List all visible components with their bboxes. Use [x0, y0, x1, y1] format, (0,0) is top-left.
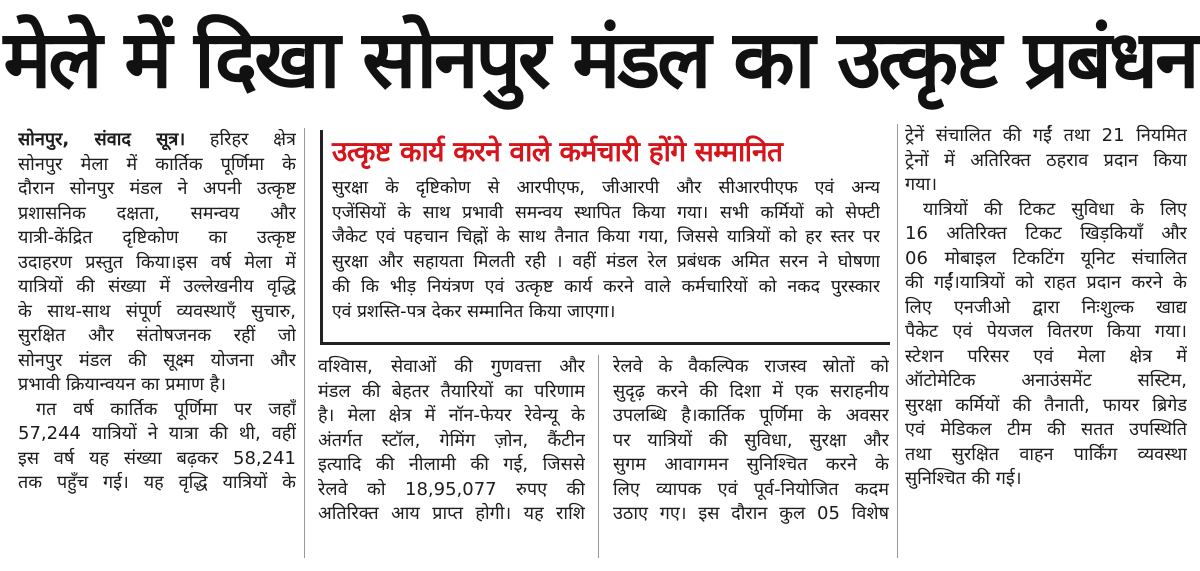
text-line: सुगम आवागमन सुनिश्चित करने के [613, 454, 889, 475]
text-line: यात्रियों की संख्या में उल्लेखनीय वृद्धि [18, 276, 296, 297]
box-body [332, 176, 880, 324]
text-line: अंतर्गत स्टॉल, गेमिंग ज़ोन, कैंटीन [318, 429, 585, 451]
text-line: सोनपुर मेला में कार्तिक पूर्णिमा के [18, 153, 296, 175]
column-divider [304, 128, 305, 558]
text-line: सोनपुर मंडल की सूक्ष्म योजना और [18, 349, 296, 371]
text-line: सुरक्षित और संतोषजनक रहीं जो [18, 325, 296, 346]
text-line: लिए व्यापक एवं पूर्व-नियोजित कदम [613, 478, 889, 500]
text-line: अतिरिक्त आय प्राप्त होगी। यह राशि [318, 503, 585, 524]
text-line: गत वर्ष कार्तिक पूर्णिमा पर जहाँ [36, 398, 296, 420]
text-line: यात्री-केंद्रित दृष्टिकोण का उत्कृष्ट [18, 227, 296, 248]
text-line: तक पहुँच गई। यह वृद्धि यात्रियों के [18, 472, 296, 493]
text-fragment: हरिहर क्षेत्र [209, 129, 296, 150]
right-column [905, 124, 1187, 492]
text-line: उपलब्धि है।कार्तिक पूर्णिमा के अवसर [613, 405, 889, 426]
text-line: गया। [905, 174, 938, 195]
text-line: सुरक्षा और सहायता मिलती रही । वहीं मंडल रेल प्रबंधक अमित सरन ने घोषणा [332, 252, 880, 273]
box-border-left [320, 130, 323, 345]
text-line: पर यात्रियों की सुविधा, सुरक्षा और [613, 429, 889, 451]
text-line: प्रभावी क्रियान्वयन का प्रमाण है। [18, 374, 227, 395]
text-line: 06 मोबाइल टिकटिंग यूनिट संचालित [905, 247, 1187, 269]
column-divider [598, 355, 599, 558]
text-line: प्रशासनिक दक्षता, समन्वय और [18, 202, 296, 224]
text-line: सुनिश्चित की गई। [905, 468, 1022, 489]
text-line: लिए एनजीओ द्वारा निःशुल्क खाद्य [905, 296, 1187, 318]
text-line: वश्विास, सेवाओं की गुणवत्ता और [318, 356, 585, 377]
text-line: रेलवे को 18,95,077 रुपए की [318, 478, 585, 500]
text-line: सुरक्षा के दृष्टिकोण से आरपीएफ, जीआरपी और सीआरपीएफ एवं अन्य [332, 178, 880, 198]
text-line: एवं प्रशस्ति-पत्र देकर सम्मानित किया जाएगा। [332, 301, 616, 322]
text-line: उदाहरण प्रस्तुत किया।इस वर्ष मेला में [18, 251, 296, 273]
left-column [18, 128, 296, 496]
text-line: की कि भीड़ नियंत्रण एवं उत्कृष्ट कार्य करने वाले कर्मचारियों को नकद पुरस्कार [332, 276, 880, 297]
text-line: रेलवे के वैकल्पिक राजस्व स्रोतों को [613, 356, 889, 377]
column-divider [897, 124, 898, 558]
mid-column-1 [318, 355, 585, 527]
text-line: जैकेट एवं पहचान चिह्नों के साथ तैनात किया गया, जिससे यात्रियों को हर स्तर पर [332, 227, 880, 248]
text-line: यात्रियों की टिकट सुविधा के लिए [923, 198, 1187, 220]
highlight-box [320, 130, 890, 345]
text-line: मंडल की बेहतर तैयारियों का परिणाम [318, 380, 585, 402]
text-line [18, 128, 296, 153]
text-line: सुदृढ़ करने की दिशा में एक सराहनीय [613, 380, 889, 402]
text-line: 16 अतिरिक्त टिकट खिड़कियाँ और [905, 223, 1187, 244]
text-line: के साथ-साथ संपूर्ण व्यवस्थाएँ सुचारु, [18, 300, 296, 322]
text-line: एवं मेडिकल टीम की सतत उपस्थिति [905, 419, 1187, 440]
text-line: ट्रेनों में अतिरिक्त ठहराव प्रदान किया [905, 149, 1187, 171]
text-line: उठाए गए। इस दौरान कुल 05 विशेष [613, 503, 889, 524]
text-line: पैकेट एवं पेयजल वितरण किया गया। [905, 321, 1187, 342]
byline: सोनपुर, संवाद सूत्र। [18, 129, 186, 150]
text-line: की गईं।यात्रियों को राहत प्रदान करने के [905, 272, 1187, 293]
text-line: स्टेशन परिसर एवं मेला क्षेत्र में [905, 345, 1187, 367]
subheading: उत्कृष्ट कार्य करने वाले कर्मचारी होंगे सम्मानित [332, 135, 783, 168]
text-line: 57,244 यात्रियों ने यात्रा की थी, वहीं [18, 423, 296, 444]
text-line: तथा सुरक्षित वाहन पार्किंग व्यवस्था [905, 443, 1187, 465]
text-line: दौरान सोनपुर मंडल ने अपनी उत्कृष्ट [18, 178, 296, 199]
text-line: इस वर्ष यह संख्या बढ़कर 58,241 [18, 447, 296, 469]
text-line: इत्यादि की नीलामी की गई, जिससे [318, 454, 585, 475]
text-line: एजेंसियों के साथ प्रभावी समन्वय स्थापित किया गया। सभी कर्मियों को सेफ्टी [332, 202, 880, 223]
text-line: ऑटोमेटिक अनाउंसमेंट सस्टिम, [905, 370, 1187, 391]
mid-column-2 [613, 355, 889, 527]
text-line: ट्रेनें संचालित की गईं तथा 21 नियमित [905, 125, 1187, 146]
box-border-bottom [320, 342, 890, 345]
text-line: है। मेला क्षेत्र में नॉन-फेयर रेवेन्यू के [318, 405, 585, 426]
text-line: सुरक्षा कर्मियों की तैनाती, फायर ब्रिगेड [905, 394, 1187, 416]
headline: मेले में दिखा सोनपुर मंडल का उत्कृष्ट प्रबंधन [3, 13, 1197, 106]
